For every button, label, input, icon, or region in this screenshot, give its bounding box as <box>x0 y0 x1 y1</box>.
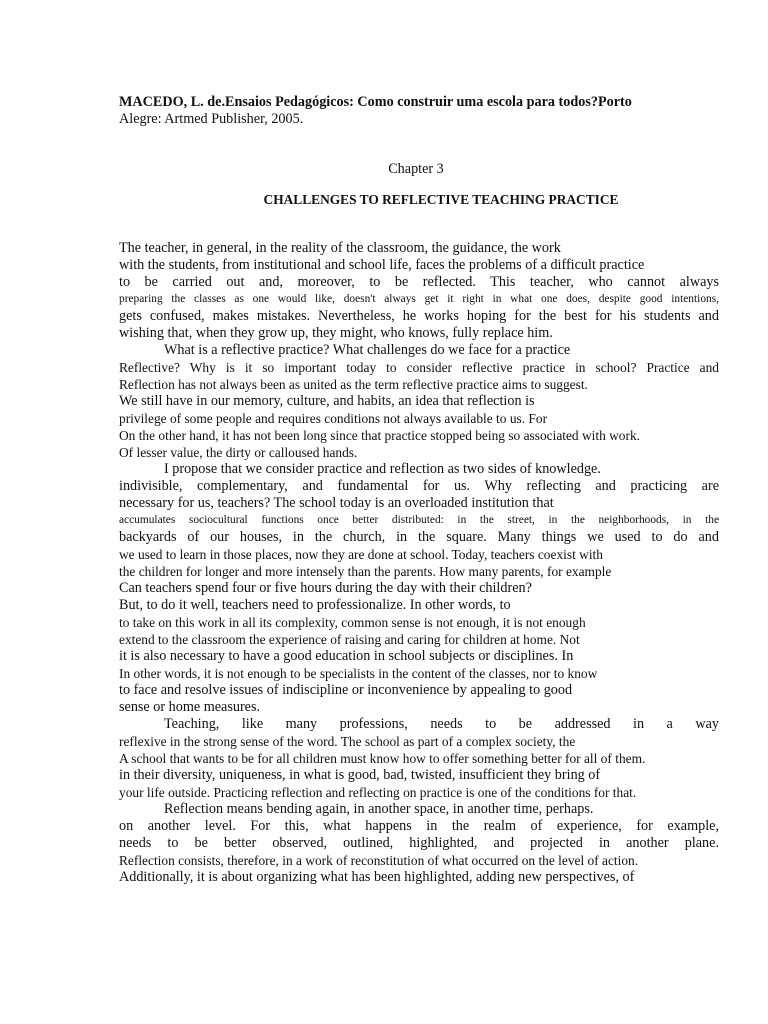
citation-bold-line: MACEDO, L. de.Ensaios Pedagógicos: Como construir uma escola para todos?Porto <box>119 94 632 110</box>
text-line: with the students, from institutional and school life, faces the problems of a difficult practice <box>119 257 645 273</box>
text-line: to be carried out and, moreover, to be reflected. This teacher, who cannot always <box>119 274 719 290</box>
text-line: We still have in our memory, culture, and habits, an idea that reflection is <box>119 393 535 409</box>
text-line: preparing the classes as one would like, doesn't always get it right in what one does, despite good intentions, <box>119 293 719 305</box>
text-line: Reflective? Why is it so important today to consider reflective practice in school? Practice and <box>119 360 719 375</box>
text-line: Can teachers spend four or five hours during the day with their children? <box>119 580 532 596</box>
text-line: wishing that, when they grow up, they might, who knows, fully replace him. <box>119 325 553 341</box>
text-line: But, to do it well, teachers need to professionalize. In other words, to <box>119 597 511 613</box>
text-line: Reflection consists, therefore, in a work of reconstitution of what occurred on the level of action. <box>119 853 639 868</box>
text-line: accumulates sociocultural functions once better distributed: in the street, in the neighborhoods, in the <box>119 514 719 526</box>
text-line: on another level. For this, what happens in the realm of experience, for example, <box>119 818 719 834</box>
text-line: I propose that we consider practice and reflection as two sides of knowledge. <box>164 461 601 477</box>
text-line: The teacher, in general, in the reality of the classroom, the guidance, the work <box>119 240 561 256</box>
citation-plain-line: Alegre: Artmed Publisher, 2005. <box>119 111 304 127</box>
body-text <box>119 240 719 886</box>
text-line: What is a reflective practice? What challenges do we face for a practice <box>164 342 571 358</box>
text-line: A school that wants to be for all children must know how to offer something better for all of them. <box>119 751 646 766</box>
text-line: In other words, it is not enough to be specialists in the content of the classes, nor to know <box>119 666 598 681</box>
text-line: Reflection has not always been as united as the term reflective practice aims to suggest. <box>119 377 588 392</box>
text-line: Reflection means bending again, in another space, in another time, perhaps. <box>164 801 594 817</box>
text-line: necessary for us, teachers? The school today is an overloaded institution that <box>119 495 554 511</box>
text-line: backyards of our houses, in the church, in the square. Many things we used to do and <box>119 529 719 545</box>
text-line: Teaching, like many professions, needs to be addressed in a way <box>164 716 719 732</box>
text-line: reflexive in the strong sense of the word. The school as part of a complex society, the <box>119 734 576 749</box>
text-line: Additionally, it is about organizing what has been highlighted, adding new perspectives, of <box>119 869 635 885</box>
text-line: the children for longer and more intensely than the parents. How many parents, for example <box>119 564 612 579</box>
text-line: On the other hand, it has not been long since that practice stopped being so associated with work. <box>119 428 640 443</box>
text-line: to take on this work in all its complexity, common sense is not enough, it is not enough <box>119 615 586 630</box>
chapter-heading: CHALLENGES TO REFLECTIVE TEACHING PRACTICE <box>263 192 619 207</box>
text-line: indivisible, complementary, and fundamental for us. Why reflecting and practicing are <box>119 478 719 494</box>
text-line: extend to the classroom the experience of raising and caring for children at home. Not <box>119 632 580 647</box>
text-line: gets confused, makes mistakes. Nevertheless, he works hoping for the best for his students and <box>119 308 719 324</box>
text-line: your life outside. Practicing reflection and reflecting on practice is one of the conditions for that. <box>119 785 637 800</box>
text-line: it is also necessary to have a good education in school subjects or disciplines. In <box>119 648 574 664</box>
text-line: Of lesser value, the dirty or calloused hands. <box>119 445 358 460</box>
text-line: needs to be better observed, outlined, highlighted, and projected in another plane. <box>119 835 719 851</box>
text-line: privilege of some people and requires conditions not always available to us. For <box>119 411 548 426</box>
chapter-label: Chapter 3 <box>388 161 444 177</box>
text-line: we used to learn in those places, now they are done at school. Today, teachers coexist with <box>119 547 603 562</box>
text-line: in their diversity, uniqueness, in what is good, bad, twisted, insufficient they bring of <box>119 767 601 783</box>
text-line: sense or home measures. <box>119 699 261 715</box>
bibliographic-citation <box>119 94 719 128</box>
text-line: to face and resolve issues of indiscipline or inconvenience by appealing to good <box>119 682 573 698</box>
